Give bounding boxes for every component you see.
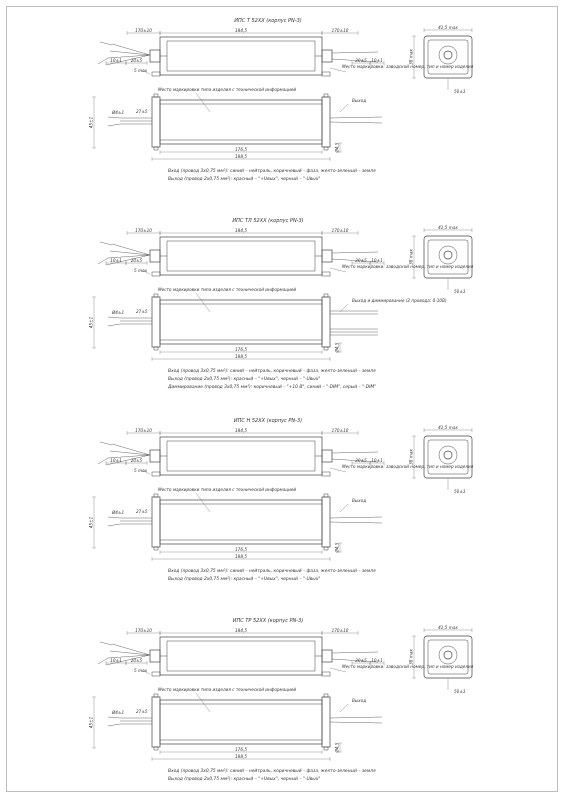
- flange-right: [322, 297, 330, 347]
- flange-tab: [324, 94, 328, 97]
- marking-note-top: Место маркировки: заводской номер, тип и номер изделия: [342, 464, 474, 469]
- input-wire: [110, 651, 150, 655]
- end-view-gland: [439, 446, 457, 464]
- output-wire: [330, 122, 382, 123]
- marking-note-bottom: Место маркировки типа изделия с технической информацией: [158, 687, 297, 692]
- output-wire: [330, 717, 382, 718]
- dimension-label: 50±1: [454, 689, 466, 694]
- dimension-label: 170±10: [135, 627, 152, 633]
- cable-gland-right: [322, 250, 332, 262]
- dimension-label: 45±1: [88, 316, 94, 329]
- marking-note-bottom: Место маркировки типа изделия с технической информацией: [158, 287, 297, 292]
- dimension-label: Ø4,5: [334, 342, 340, 353]
- input-wire: [112, 644, 150, 655]
- mount-foot: [322, 472, 330, 476]
- leader: [340, 104, 348, 112]
- dimension-label: 188,5: [235, 553, 247, 559]
- end-view-housing: [424, 236, 472, 278]
- dimension-label: 20±5: [130, 657, 143, 663]
- dimension-label: 27±5: [136, 109, 148, 114]
- mount-foot: [152, 72, 160, 76]
- cable-gland-right: [322, 650, 332, 662]
- leader: [196, 493, 210, 512]
- housing-top-view: [160, 237, 322, 275]
- flange-tab: [154, 494, 158, 497]
- dimension-label: 10±1: [371, 657, 383, 663]
- dimension-label: 170±10: [135, 227, 152, 233]
- dimension-label: 41,5 max: [438, 224, 458, 230]
- end-view-housing: [424, 636, 472, 678]
- section-title: ИПС ТР 52ХХ (корпус РN-3): [232, 618, 304, 624]
- dimension-label: 27±5: [136, 509, 148, 514]
- dimension-label: 176,5: [235, 146, 247, 152]
- flange-tab: [324, 694, 328, 697]
- dimension-label: 45±1: [88, 516, 94, 529]
- marking-note-top: Место маркировки: заводской номер, тип и номер изделия: [342, 664, 474, 669]
- dimension-label: 20±5: [355, 457, 367, 463]
- flange-tab: [154, 147, 158, 150]
- dimension-label: 20±5: [355, 257, 367, 263]
- flange-tab: [154, 294, 158, 297]
- mount-foot: [322, 672, 330, 676]
- wire-caption: Выход (провод 2х0,75 мм²): красный – "+Uвых", черный – "-Uвых": [168, 577, 321, 582]
- dimension-label: 170±10: [135, 27, 152, 33]
- section-title: ИПС Т 52ХХ (корпус РN-3): [234, 18, 302, 24]
- dimension-label: 41,5 max: [438, 424, 458, 430]
- dimension-label: Ø4,5: [334, 742, 340, 753]
- input-wire: [112, 444, 150, 455]
- section-3: [89, 418, 474, 582]
- section-1: [89, 18, 474, 182]
- housing-top-view: [160, 37, 322, 75]
- flange-tab: [324, 494, 328, 497]
- dimension-label: 188,5: [235, 353, 247, 359]
- wire-caption: Выход (провод 2х0,75 мм²): красный – "+Uвых", черный – "-Uвых": [168, 377, 321, 382]
- dimension-label: 41,5 max: [438, 24, 458, 30]
- input-wire: [110, 251, 150, 255]
- section-2: [89, 218, 474, 390]
- input-wire-end: [100, 642, 112, 645]
- flange-left: [152, 497, 160, 547]
- wire-caption: Вход (провод 3х0,75 мм²): синий – нейтраль, коричневый – фаза, желто-зеленый – земля: [168, 369, 376, 374]
- dimension-label: 20±5: [355, 657, 367, 663]
- wire-caption: Выход (провод 2х0,75 мм²): красный – "+Uвых", черный – "-Uвых": [168, 177, 321, 182]
- mount-foot: [322, 72, 330, 76]
- input-wire-end: [108, 517, 120, 518]
- input-wire: [110, 451, 150, 455]
- housing-side-view: [160, 700, 322, 744]
- dimension-label: 5 max: [134, 268, 148, 273]
- output-label: Выход: [352, 498, 367, 503]
- dimension-label: 38 max: [408, 49, 414, 65]
- flange-left: [152, 297, 160, 347]
- section-4: [89, 618, 474, 782]
- dimension-label: 50±1: [454, 289, 466, 294]
- input-wire-end: [108, 324, 120, 326]
- flange-tab: [324, 747, 328, 750]
- dimension-label: 20±5: [130, 457, 143, 463]
- flange-tab: [324, 294, 328, 297]
- flange-left: [152, 97, 160, 147]
- dimension-label: 10±1: [110, 257, 122, 263]
- dimension-label: Ø4,5: [334, 542, 340, 553]
- output-wire: [330, 722, 382, 723]
- leader: [196, 293, 210, 312]
- wire-caption: Вход (провод 3х0,75 мм²): синий – нейтраль, коричневый – фаза, желто-зеленый – земля: [168, 569, 376, 574]
- housing-top-view: [160, 637, 322, 675]
- dimension-label: 41,5 max: [438, 624, 458, 630]
- leader: [340, 704, 348, 712]
- marking-note-bottom: Место маркировки типа изделия с технической информацией: [158, 87, 297, 92]
- flange-left: [152, 697, 160, 747]
- dimension-label: 20±5: [355, 57, 367, 63]
- cable-gland-left: [150, 50, 160, 62]
- input-wire: [112, 244, 150, 255]
- input-wire-end: [108, 117, 120, 118]
- cable-gland-left: [150, 650, 160, 662]
- cable-gland-right: [322, 50, 332, 62]
- flange-tab: [324, 147, 328, 150]
- dimension-label: 10±1: [110, 457, 122, 463]
- dimension-label: 45±1: [88, 716, 94, 729]
- output-label: Выход и диммирование (2 провода: 0-10В): [352, 298, 447, 303]
- dimension-label: 27±5: [136, 709, 148, 714]
- wire-caption: Диммирование (провод 3х0,75 мм²): коричневый – "+10 В", синий – "-DIM", серый – "-DIM": [168, 385, 377, 390]
- dimension-label: 10±1: [371, 257, 383, 263]
- input-wire-end: [108, 317, 120, 318]
- housing-side-view: [160, 300, 322, 344]
- output-wire: [332, 452, 378, 453]
- marking-note-top: Место маркировки: заводской номер, тип и номер изделия: [342, 264, 474, 269]
- dimension-label: 170±10: [331, 27, 349, 33]
- output-wire: [330, 117, 382, 118]
- mount-foot: [152, 672, 160, 676]
- input-wire-end: [100, 442, 112, 445]
- flange-tab: [154, 747, 158, 750]
- output-wire: [332, 652, 378, 653]
- housing-top-view: [160, 437, 322, 475]
- output-label: Выход: [352, 698, 367, 703]
- input-wire: [110, 51, 150, 55]
- dimension-label: 170±10: [135, 427, 152, 433]
- housing-top-panel: [167, 41, 315, 71]
- dimension-label: 50±1: [454, 489, 466, 494]
- end-view-gland-core: [444, 651, 452, 659]
- mount-foot: [322, 272, 330, 276]
- dimension-label: 5 max: [134, 668, 148, 673]
- dimension-label: 5 max: [134, 468, 148, 473]
- dimension-label: Ø4,5: [334, 142, 340, 153]
- flange-tab: [154, 694, 158, 697]
- leader: [340, 504, 348, 512]
- input-wire-end: [108, 124, 120, 126]
- dimension-label: 176,5: [235, 546, 247, 552]
- output-label: Выход: [352, 98, 367, 103]
- wire-caption: Вход (провод 3х0,75 мм²): синий – нейтраль, коричневый – фаза, желто-зеленый – земля: [168, 169, 376, 174]
- section-title: ИПС ТЛ 52ХХ (корпус РN-3): [232, 218, 304, 224]
- dimension-label: Ø4±1: [112, 510, 125, 515]
- housing-top-panel: [167, 441, 315, 471]
- flange-tab: [154, 547, 158, 550]
- dimension-label: 184,5: [235, 227, 247, 233]
- housing-side-view: [160, 500, 322, 544]
- wire-caption: Выход (провод 2х0,75 мм²): красный – "+Uвых", черный – "-Uвых": [168, 777, 321, 782]
- dimension-label: 184,5: [235, 627, 247, 633]
- end-view-gland: [439, 246, 457, 264]
- dimension-label: 38 max: [408, 449, 414, 465]
- dimension-label: 10±1: [110, 57, 122, 63]
- dimension-label: 20±5: [130, 257, 143, 263]
- end-view-housing: [424, 436, 472, 478]
- dimension-label: 184,5: [235, 427, 247, 433]
- dimension-label: 38 max: [408, 649, 414, 665]
- dimension-label: 20±5: [130, 57, 143, 63]
- dimension-label: 176,5: [235, 346, 247, 352]
- housing-top-panel: [167, 241, 315, 271]
- dimension-label: Ø4±1: [112, 310, 125, 315]
- flange-tab: [154, 347, 158, 350]
- cable-gland-left: [150, 250, 160, 262]
- input-wire-end: [108, 724, 120, 726]
- cable-gland-left: [150, 450, 160, 462]
- dimension-label: 38 max: [408, 249, 414, 265]
- end-view-gland-core: [444, 451, 452, 459]
- dimension-label: 10±1: [371, 57, 383, 63]
- dimension-label: 50±1: [454, 89, 466, 94]
- leader: [196, 693, 210, 712]
- dimension-label: 45±1: [88, 116, 94, 129]
- dimension-label: Ø4±1: [112, 710, 125, 715]
- dimension-label: 188,5: [235, 753, 247, 759]
- input-wire-end: [100, 242, 112, 245]
- input-wire-end: [108, 717, 120, 718]
- flange-right: [322, 497, 330, 547]
- flange-right: [322, 697, 330, 747]
- mount-foot: [152, 472, 160, 476]
- dimension-label: 170±10: [331, 427, 349, 433]
- flange-tab: [324, 347, 328, 350]
- marking-note-bottom: Место маркировки типа изделия с технической информацией: [158, 487, 297, 492]
- dimension-label: 170±10: [331, 227, 349, 233]
- dimension-label: 188,5: [235, 153, 247, 159]
- end-view-gland-core: [444, 51, 452, 59]
- output-wire: [330, 522, 382, 523]
- dimension-label: 184,5: [235, 27, 247, 33]
- end-view-gland: [439, 46, 457, 64]
- dimension-label: 10±1: [110, 657, 122, 663]
- housing-side-view: [160, 100, 322, 144]
- end-view-gland: [439, 646, 457, 664]
- marking-note-top: Место маркировки: заводской номер, тип и номер изделия: [342, 64, 474, 69]
- input-wire-end: [108, 524, 120, 526]
- dimension-label: 5 max: [134, 68, 148, 73]
- cable-gland-right: [322, 450, 332, 462]
- dimension-label: 10±1: [371, 457, 383, 463]
- end-view-gland-core: [444, 251, 452, 259]
- wire-caption: Вход (провод 3х0,75 мм²): синий – нейтраль, коричневый – фаза, желто-зеленый – земля: [168, 769, 376, 774]
- input-wire: [112, 44, 150, 55]
- leader: [196, 93, 210, 112]
- dimension-label: 176,5: [235, 746, 247, 752]
- housing-top-panel: [167, 641, 315, 671]
- flange-tab: [154, 94, 158, 97]
- end-view-housing: [424, 36, 472, 78]
- mount-foot: [152, 272, 160, 276]
- output-wire: [332, 52, 378, 53]
- flange-right: [322, 97, 330, 147]
- input-wire-end: [100, 42, 112, 45]
- dimension-label: 170±10: [331, 627, 349, 633]
- output-wire: [332, 252, 378, 253]
- dimension-label: Ø4±1: [112, 110, 125, 115]
- section-title: ИПС Н 52ХХ (корпус РN-3): [233, 418, 303, 424]
- output-wire: [330, 517, 382, 518]
- flange-tab: [324, 547, 328, 550]
- dimension-label: 27±5: [136, 309, 148, 314]
